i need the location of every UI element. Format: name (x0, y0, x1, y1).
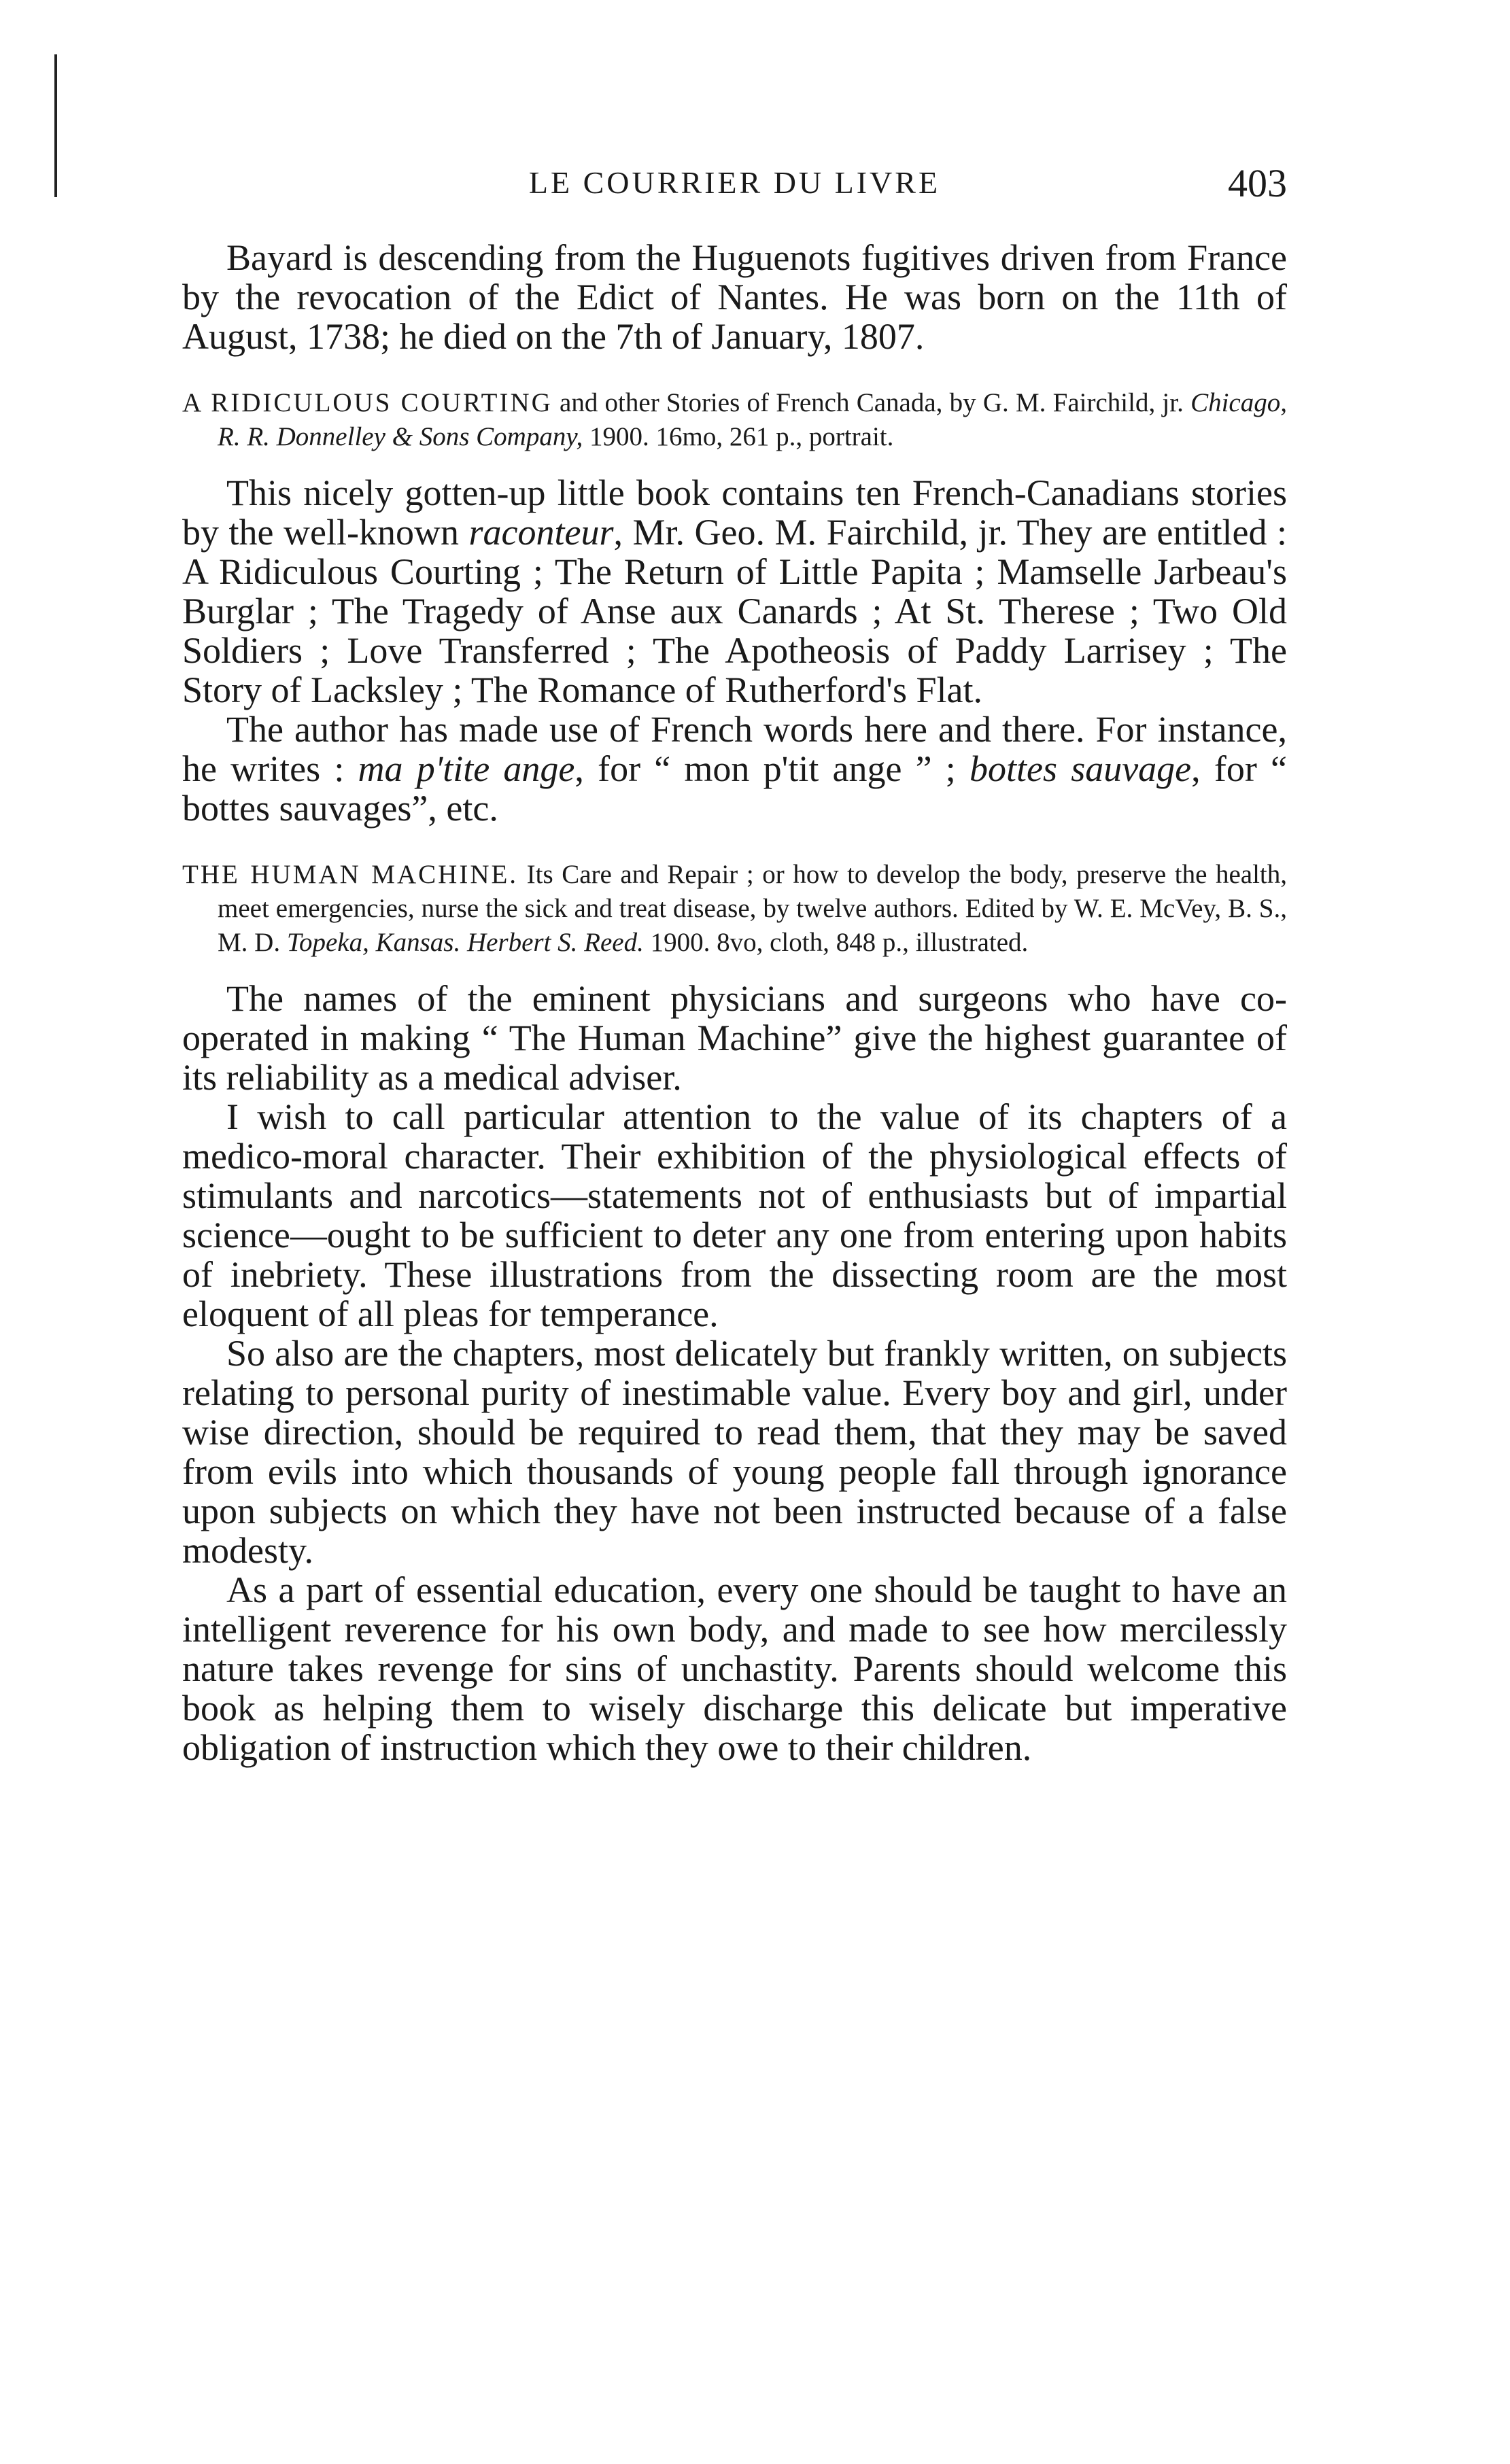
margin-rule (54, 54, 57, 197)
book-entry-details: 1900. 16mo, 261 p., portrait. (583, 422, 894, 451)
book-entry-title: A RIDICULOUS COURTING (182, 388, 553, 417)
paragraph-review-courting (182, 473, 1287, 710)
book-entry-details: 1900. 8vo, cloth, 848 p., illustrated. (643, 928, 1029, 957)
book-entry-description: and other Stories of French Canada, by G. M. Fairchild, jr. (552, 388, 1191, 417)
paragraph-bayard: Bayard is descending from the Huguenots fugitives driven from France by the revocation of the Edict of Nantes. He was born on the 11th of August, 1738; he died on the 7th of January, 1807. (182, 237, 1287, 357)
italic-term: raconteur (468, 512, 614, 553)
book-entry-ridiculous-courting (182, 386, 1287, 454)
paragraph-text: , Mr. Geo. M. Fairchild, jr. They are entitled : A Ridiculous Courting ; The Return of Little Papita ; Mamselle Jarbeau's Burglar ; The Tragedy of Anse aux Canards ; At St. Therese ; Two Old Soldiers ; Love Transferred ; The Apotheosis of Paddy Larrisey ; The Story of Lacksley ; The Romance of Rutherford's Flat. (182, 512, 1287, 710)
running-head (182, 161, 1287, 212)
book-entry-imprint: Chicago, R. R. Donnelley & Sons Company, (218, 388, 1287, 451)
paragraph-text: The author has made use of French words here and there. For instance, he writes : (182, 709, 1287, 789)
book-entry-title: THE HUMAN MACHINE. (182, 860, 519, 889)
italic-term: bottes sauvage (970, 748, 1192, 789)
paragraph-text: , for “ bottes sauvages”, etc. (182, 748, 1287, 829)
paragraph-education: As a part of essential education, every one should be taught to have an intelligent reverence for his own body, and made to see how mercilessly nature takes revenge for sins of unchastity. Parents should welcome this book as helping them to wisely discharge this delicate but imperative obligation of instruction which they owe to their children. (182, 1569, 1287, 1768)
paragraph-personal-purity: So also are the chapters, most delicately but frankly written, on subjects relating to personal purity of inestimable value. Every boy and girl, under wise direction, should be required to read them, that they may be saved from evils into which thousands of young people fall through ignorance upon subjects on which they have not been instructed because of a false modesty. (182, 1333, 1287, 1571)
paragraph-text: , for “ mon p'tit ange ” ; (574, 748, 970, 789)
page-number: 403 (1228, 161, 1287, 205)
paragraph-text: This nicely gotten-up little book contains ten French-Canadians stories by the well-known (182, 472, 1287, 553)
italic-term: ma p'tite ange (358, 748, 575, 789)
running-title: LE COURRIER DU LIVRE (528, 165, 941, 200)
paragraph-medico-moral: I wish to call particular attention to the value of its chapters of a medico-moral character. Their exhibition of the physiological effects of stimulants and narcotics—statements not of enthusiasts but of impartial science—ought to be sufficient to deter any one from entering upon habits of inebriety. These illustrations from the dissecting room are the most eloquent of all pleas for temperance. (182, 1096, 1287, 1334)
paragraph-french-words (182, 710, 1287, 828)
book-entry-description: Its Care and Repair ; or how to develop the body, preserve the health, meet emergencies, nurse the sick and treat disease, by twelve authors. Edited by W. E. McVey, B. S., M. D. (218, 860, 1288, 957)
book-entry-imprint: Topeka, Kansas. Herbert S. Reed. (286, 928, 644, 957)
page-content (182, 238, 1287, 1767)
book-entry-human-machine (182, 858, 1287, 960)
paragraph-physicians: The names of the eminent physicians and surgeons who have co-operated in making “ The Human Machine” give the highest guarantee of its reliability as a medical adviser. (182, 978, 1287, 1098)
